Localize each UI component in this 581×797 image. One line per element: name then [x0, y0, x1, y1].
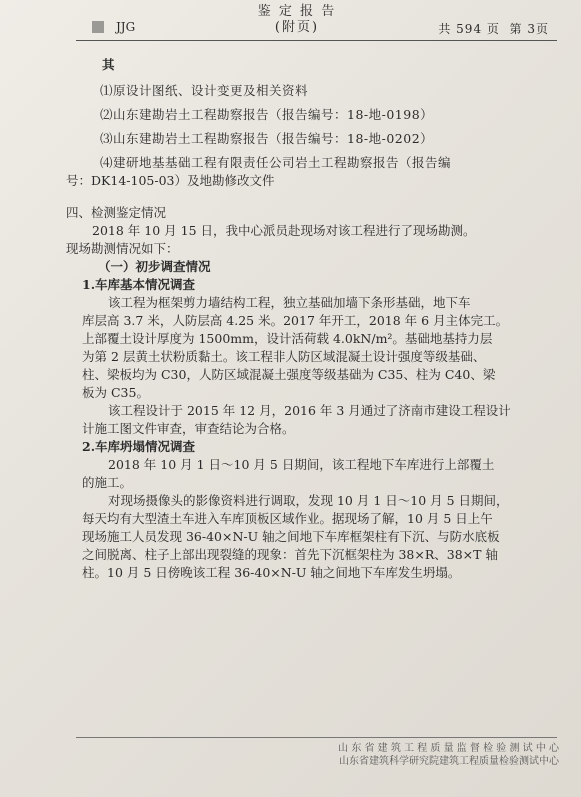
reference-item-continued: 号：DK14-105-03）及地勘修改文件 [66, 173, 275, 188]
paragraph-line: 上部覆土设计厚度为 1500mm，设计活荷载 4.0kN/m²。基础地基持力层 [82, 331, 493, 346]
footer-divider [76, 737, 557, 738]
paragraph-line: 2018 年 10 月 15 日，我中心派员赴现场对该工程进行了现场勘测。 [92, 223, 476, 238]
reference-item: ⑵山东建勘岩土工程勘察报告（报告编号：18-地-0198） [100, 107, 434, 122]
header-title-block [232, 4, 362, 36]
total-pages: 共 594 页 [438, 22, 500, 36]
reference-item: ⑷建研地基基础工程有限责任公司岩土工程勘察报告（报告编 [100, 155, 452, 170]
reference-item: ⑶山东建勘岩土工程勘察报告（报告编号：18-地-0202） [100, 131, 434, 146]
text-fragment: 其 [102, 57, 115, 72]
paragraph-line: 每天均有大型渣土车进入车库顶板区域作业。据现场了解，10 月 5 日上午 [82, 511, 493, 526]
paragraph-line: 对现场摄像头的影像资料进行调取，发现 10 月 1 日～10 月 5 日期间， [108, 493, 509, 508]
page-footer [259, 742, 559, 768]
paragraph-line: 为第 2 层黄土状粉质黏土。该工程非人防区域混凝土设计强度等级基础、 [82, 349, 486, 364]
paragraph-line: 该工程设计于 2015 年 12 月，2016 年 3 月通过了济南市建设工程设计 [108, 403, 511, 418]
header-left [92, 20, 135, 34]
item-heading: 2.车库坍塌情况调查 [82, 439, 196, 454]
paragraph-line: 现场勘测情况如下： [66, 241, 179, 256]
paragraph-line: 柱、梁板均为 C30，人防区域混凝土强度等级基础为 C35、柱为 C40、梁 [82, 367, 496, 382]
page-count [438, 20, 549, 37]
footer-org-line1: 山 东 省 建 筑 工 程 质 量 监 督 检 验 测 试 中 心 [338, 743, 559, 754]
item-heading: 1.车库基本情况调查 [82, 277, 196, 292]
redacted-mark [92, 21, 104, 33]
paragraph-line: 柱。10 月 5 日傍晚该工程 36-40×N-U 轴之间地下车库发生坍塌。 [82, 565, 461, 580]
section-heading: 四、检测鉴定情况 [66, 205, 167, 220]
report-subtitle: (附页) [274, 20, 320, 35]
paragraph-line: 该工程为框架剪力墙结构工程，独立基础加墙下条形基础，地下车 [108, 295, 471, 310]
report-title: 鉴 定 报 告 [257, 4, 337, 19]
footer-org-line2: 山东省建筑科学研究院建筑工程质量检验测试中心 [339, 756, 559, 767]
paragraph-line: 库层高 3.7 米，人防层高 4.25 米。2017 年开工，2018 年 6 月主体完工。 [82, 313, 509, 328]
reference-item: ⑴原设计图纸、设计变更及相关资料 [100, 83, 309, 98]
header-divider [76, 40, 557, 41]
paragraph-line: 板为 C35。 [82, 385, 149, 400]
paragraph-line: 之间脱离、柱子上部出现裂缝的现象：首先下沉框架柱为 38×R、38×T 轴 [82, 547, 498, 562]
paragraph-line: 2018 年 10 月 1 日～10 月 5 日期间，该工程地下车库进行上部覆土 [108, 457, 495, 472]
paragraph-line: 的施工。 [82, 475, 133, 490]
subsection-heading: （一）初步调查情况 [98, 259, 211, 274]
paragraph-line: 现场施工人员发现 36-40×N-U 轴之间地下车库框架柱有下沉、与防水底板 [82, 529, 500, 544]
page-number: 第 3页 [509, 22, 549, 36]
report-body [66, 56, 562, 582]
report-code: JJG [116, 20, 136, 34]
page-header [0, 0, 581, 44]
paragraph-line: 计施工图文件审查，审查结论为合格。 [82, 421, 295, 436]
